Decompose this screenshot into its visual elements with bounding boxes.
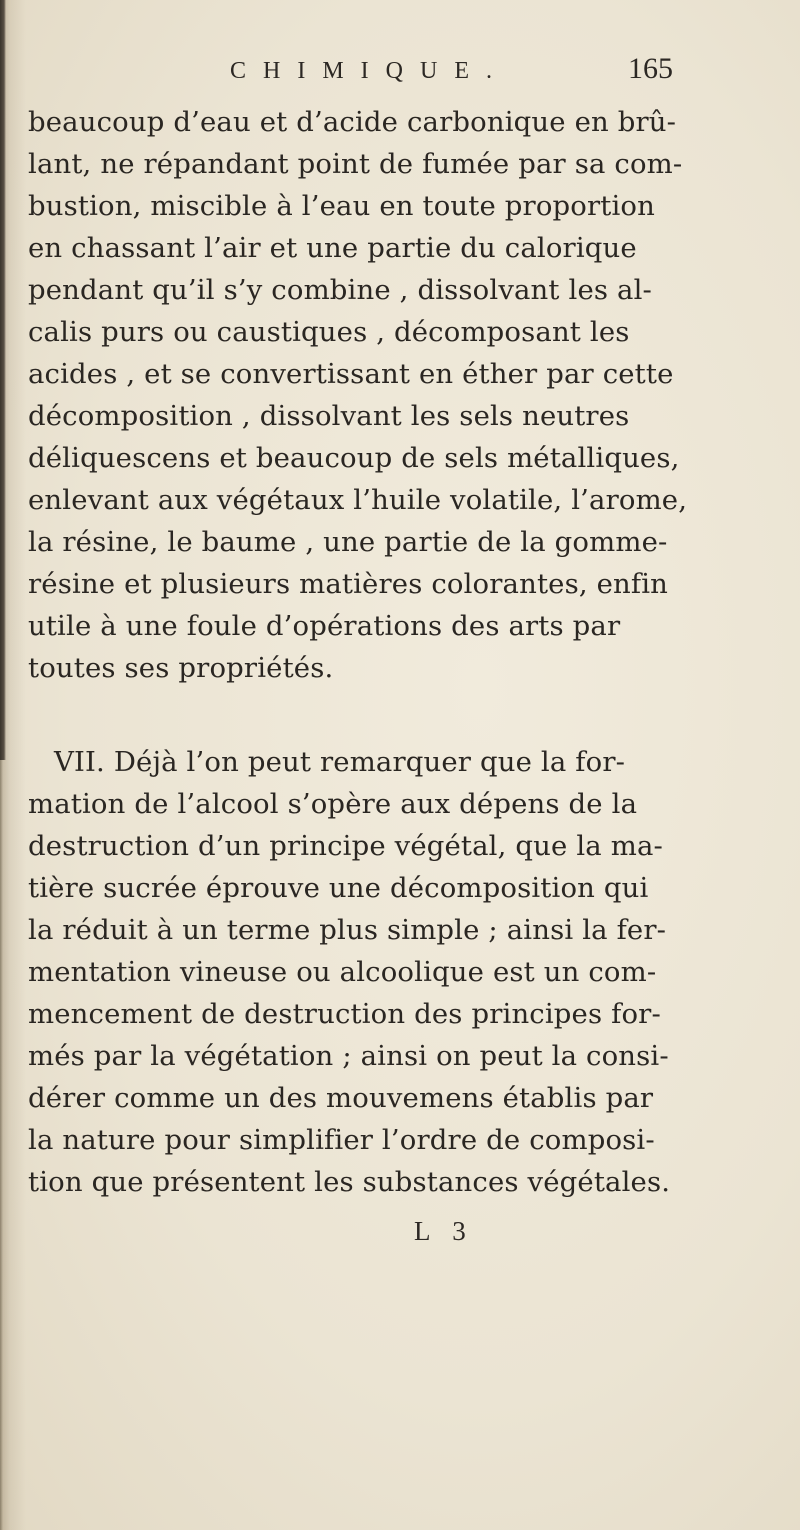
paragraph-1-line-8: décomposition , dissolvant les sels neutres (28, 400, 630, 432)
paragraph-1-line-1: beaucoup d’eau et d’acide carbonique en brû- (28, 106, 677, 138)
paragraph-2-line-10: la nature pour simplifier l’ordre de composi- (28, 1124, 655, 1156)
paragraph-1-line-10: enlevant aux végétaux l’huile volatile, l’arome, (28, 484, 688, 516)
paragraph-2-line-3: destruction d’un principe végétal, que la ma- (28, 830, 663, 862)
paragraph-2-line-9: dérer comme un des mouvemens établis par (28, 1082, 654, 1114)
page-gutter-shadow (0, 0, 6, 760)
paragraph-1-line-9: déliquescens et beaucoup de sels métalliques, (28, 442, 680, 474)
paragraph-2-line-7: mencement de destruction des principes for- (28, 998, 661, 1030)
paragraph-1-line-4: en chassant l’air et une partie du calorique (28, 232, 637, 264)
paragraph-1-line-2: lant, ne répandant point de fumée par sa com- (28, 148, 683, 180)
paragraph-2-line-2: mation de l’alcool s’opère aux dépens de la (28, 788, 638, 820)
paragraph-1-line-12: résine et plusieurs matières colorantes, enfin (28, 568, 669, 600)
printer-signature-mark: L 3 (414, 1216, 474, 1246)
paragraph-2-line-8: més par la végétation ; ainsi on peut la consi- (28, 1040, 669, 1072)
running-head: CHIMIQUE. (230, 58, 509, 84)
paragraph-1-line-7: acides , et se convertissant en éther par cette (28, 358, 674, 390)
page-number: 165 (628, 52, 673, 85)
paragraph-1-line-14: toutes ses propriétés. (28, 652, 334, 684)
paragraph-2-line-4: tière sucrée éprouve une décomposition qui (28, 872, 649, 904)
paragraph-1-line-13: utile à une foule d’opérations des arts par (28, 610, 621, 642)
paragraph-1-line-3: bustion, miscible à l’eau en toute proportion (28, 190, 656, 222)
paragraph-1-line-11: la résine, le baume , une partie de la gomme- (28, 526, 668, 558)
paragraph-2-line-6: mentation vineuse ou alcoolique est un com- (28, 956, 657, 988)
page-gutter-edge (0, 760, 3, 1530)
paragraph-1-line-6: calis purs ou caustiques , décomposant les (28, 316, 630, 348)
paragraph-2-line-11: tion que présentent les substances végétales. (28, 1166, 671, 1198)
paragraph-1-line-5: pendant qu’il s’y combine , dissolvant les al- (28, 274, 652, 306)
paragraph-2-line-1: VII. Déjà l’on peut remarquer que la for- (54, 746, 626, 778)
paragraph-2-line-5: la réduit à un terme plus simple ; ainsi la fer- (28, 914, 667, 946)
